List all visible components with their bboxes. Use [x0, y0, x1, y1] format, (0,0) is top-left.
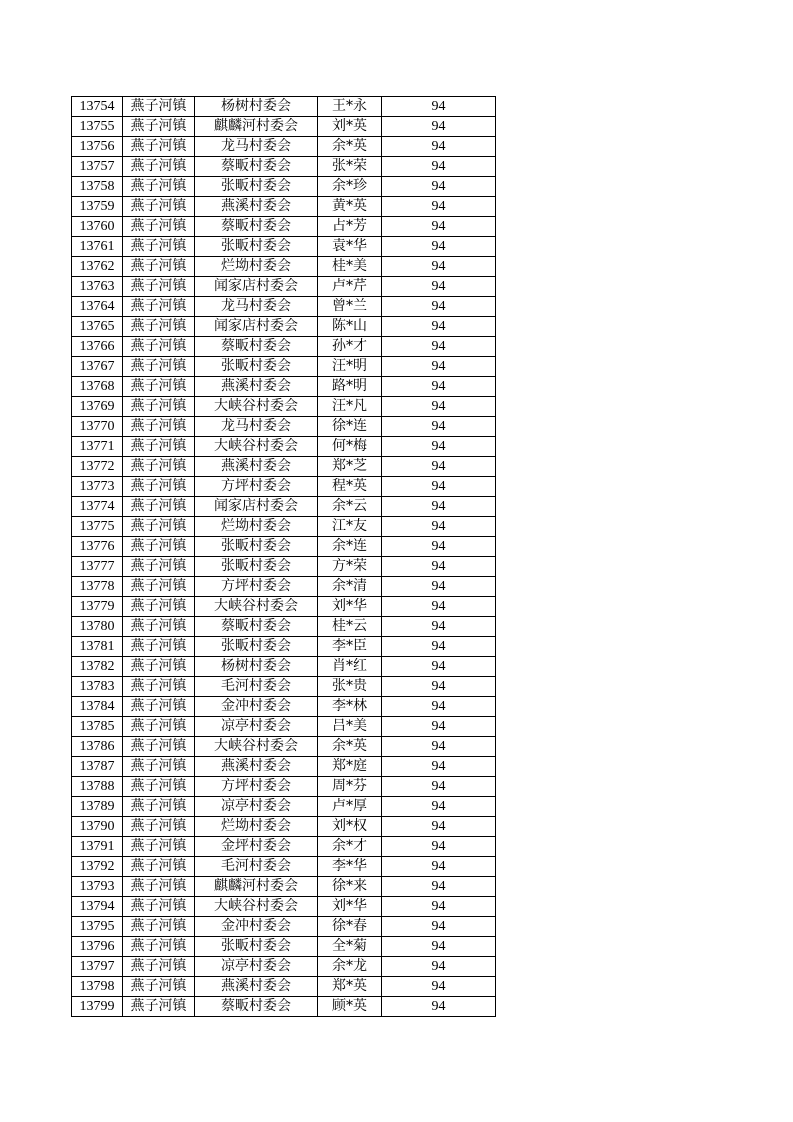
table-row [72, 757, 496, 777]
town-cell: 燕子河镇 [123, 257, 195, 277]
village-cell: 大峡谷村委会 [195, 737, 318, 757]
table-row [72, 137, 496, 157]
row-id-cell: 13782 [72, 657, 123, 677]
person-name-cell: 袁*华 [318, 237, 382, 257]
village-cell: 杨树村委会 [195, 97, 318, 117]
score-cell: 94 [382, 257, 496, 277]
town-cell: 燕子河镇 [123, 557, 195, 577]
person-name-cell: 郑*庭 [318, 757, 382, 777]
town-cell: 燕子河镇 [123, 357, 195, 377]
score-cell: 94 [382, 577, 496, 597]
village-cell: 凉亭村委会 [195, 957, 318, 977]
village-cell: 燕溪村委会 [195, 457, 318, 477]
score-cell: 94 [382, 357, 496, 377]
town-cell: 燕子河镇 [123, 397, 195, 417]
person-name-cell: 李*华 [318, 857, 382, 877]
score-cell: 94 [382, 997, 496, 1017]
town-cell: 燕子河镇 [123, 97, 195, 117]
table-row [72, 117, 496, 137]
score-cell: 94 [382, 757, 496, 777]
person-name-cell: 桂*美 [318, 257, 382, 277]
person-name-cell: 张*贵 [318, 677, 382, 697]
score-cell: 94 [382, 937, 496, 957]
table-row [72, 937, 496, 957]
score-cell: 94 [382, 977, 496, 997]
score-cell: 94 [382, 557, 496, 577]
score-cell: 94 [382, 337, 496, 357]
table-row [72, 417, 496, 437]
row-id-cell: 13765 [72, 317, 123, 337]
village-cell: 蔡畈村委会 [195, 217, 318, 237]
town-cell: 燕子河镇 [123, 117, 195, 137]
row-id-cell: 13767 [72, 357, 123, 377]
table-row [72, 617, 496, 637]
score-cell: 94 [382, 397, 496, 417]
table-row [72, 977, 496, 997]
person-name-cell: 陈*山 [318, 317, 382, 337]
person-name-cell: 李*臣 [318, 637, 382, 657]
score-cell: 94 [382, 677, 496, 697]
town-cell: 燕子河镇 [123, 937, 195, 957]
town-cell: 燕子河镇 [123, 417, 195, 437]
town-cell: 燕子河镇 [123, 837, 195, 857]
person-name-cell: 占*芳 [318, 217, 382, 237]
town-cell: 燕子河镇 [123, 577, 195, 597]
village-cell: 张畈村委会 [195, 357, 318, 377]
score-cell: 94 [382, 517, 496, 537]
village-cell: 蔡畈村委会 [195, 337, 318, 357]
row-id-cell: 13786 [72, 737, 123, 757]
village-cell: 金坪村委会 [195, 837, 318, 857]
town-cell: 燕子河镇 [123, 537, 195, 557]
village-cell: 大峡谷村委会 [195, 897, 318, 917]
town-cell: 燕子河镇 [123, 617, 195, 637]
person-name-cell: 余*珍 [318, 177, 382, 197]
person-name-cell: 曾*兰 [318, 297, 382, 317]
person-name-cell: 余*英 [318, 137, 382, 157]
village-cell: 金冲村委会 [195, 697, 318, 717]
village-cell: 张畈村委会 [195, 537, 318, 557]
village-cell: 张畈村委会 [195, 177, 318, 197]
town-cell: 燕子河镇 [123, 737, 195, 757]
row-id-cell: 13777 [72, 557, 123, 577]
row-id-cell: 13790 [72, 817, 123, 837]
score-cell: 94 [382, 117, 496, 137]
row-id-cell: 13793 [72, 877, 123, 897]
village-cell: 毛河村委会 [195, 677, 318, 697]
row-id-cell: 13778 [72, 577, 123, 597]
row-id-cell: 13761 [72, 237, 123, 257]
score-cell: 94 [382, 797, 496, 817]
table-row [72, 397, 496, 417]
person-name-cell: 汪*明 [318, 357, 382, 377]
row-id-cell: 13770 [72, 417, 123, 437]
village-cell: 张畈村委会 [195, 557, 318, 577]
village-cell: 毛河村委会 [195, 857, 318, 877]
table-row [72, 517, 496, 537]
row-id-cell: 13792 [72, 857, 123, 877]
row-id-cell: 13755 [72, 117, 123, 137]
row-id-cell: 13791 [72, 837, 123, 857]
row-id-cell: 13764 [72, 297, 123, 317]
town-cell: 燕子河镇 [123, 177, 195, 197]
town-cell: 燕子河镇 [123, 677, 195, 697]
village-cell: 方坪村委会 [195, 577, 318, 597]
row-id-cell: 13758 [72, 177, 123, 197]
village-cell: 方坪村委会 [195, 477, 318, 497]
person-name-cell: 徐*春 [318, 917, 382, 937]
table-row [72, 237, 496, 257]
person-name-cell: 程*英 [318, 477, 382, 497]
row-id-cell: 13783 [72, 677, 123, 697]
town-cell: 燕子河镇 [123, 657, 195, 677]
score-cell: 94 [382, 837, 496, 857]
row-id-cell: 13772 [72, 457, 123, 477]
table-row [72, 717, 496, 737]
village-cell: 凉亭村委会 [195, 717, 318, 737]
village-cell: 烂坳村委会 [195, 257, 318, 277]
score-cell: 94 [382, 537, 496, 557]
table-row [72, 677, 496, 697]
village-cell: 麒麟河村委会 [195, 117, 318, 137]
town-cell: 燕子河镇 [123, 997, 195, 1017]
town-cell: 燕子河镇 [123, 897, 195, 917]
score-cell: 94 [382, 317, 496, 337]
town-cell: 燕子河镇 [123, 377, 195, 397]
score-cell: 94 [382, 857, 496, 877]
table-row [72, 917, 496, 937]
person-name-cell: 张*荣 [318, 157, 382, 177]
table-row [72, 277, 496, 297]
village-cell: 龙马村委会 [195, 417, 318, 437]
village-cell: 燕溪村委会 [195, 757, 318, 777]
person-name-cell: 汪*凡 [318, 397, 382, 417]
table-row [72, 477, 496, 497]
town-cell: 燕子河镇 [123, 797, 195, 817]
row-id-cell: 13789 [72, 797, 123, 817]
table-row [72, 377, 496, 397]
score-cell: 94 [382, 777, 496, 797]
village-cell: 大峡谷村委会 [195, 597, 318, 617]
row-id-cell: 13759 [72, 197, 123, 217]
village-cell: 闻家店村委会 [195, 317, 318, 337]
table-row [72, 97, 496, 117]
table-body [72, 97, 496, 1017]
table-row [72, 877, 496, 897]
town-cell: 燕子河镇 [123, 597, 195, 617]
table-row [72, 157, 496, 177]
town-cell: 燕子河镇 [123, 977, 195, 997]
table-row [72, 957, 496, 977]
town-cell: 燕子河镇 [123, 437, 195, 457]
person-name-cell: 路*明 [318, 377, 382, 397]
village-cell: 大峡谷村委会 [195, 437, 318, 457]
town-cell: 燕子河镇 [123, 317, 195, 337]
table-row [72, 837, 496, 857]
table-row [72, 437, 496, 457]
town-cell: 燕子河镇 [123, 197, 195, 217]
row-id-cell: 13756 [72, 137, 123, 157]
score-cell: 94 [382, 417, 496, 437]
person-name-cell: 肖*红 [318, 657, 382, 677]
score-cell: 94 [382, 297, 496, 317]
score-cell: 94 [382, 917, 496, 937]
row-id-cell: 13794 [72, 897, 123, 917]
village-cell: 大峡谷村委会 [195, 397, 318, 417]
row-id-cell: 13787 [72, 757, 123, 777]
person-name-cell: 顾*英 [318, 997, 382, 1017]
town-cell: 燕子河镇 [123, 877, 195, 897]
row-id-cell: 13774 [72, 497, 123, 517]
score-cell: 94 [382, 957, 496, 977]
person-name-cell: 余*英 [318, 737, 382, 757]
table-row [72, 177, 496, 197]
row-id-cell: 13796 [72, 937, 123, 957]
score-cell: 94 [382, 177, 496, 197]
town-cell: 燕子河镇 [123, 477, 195, 497]
score-cell: 94 [382, 717, 496, 737]
person-name-cell: 黄*英 [318, 197, 382, 217]
town-cell: 燕子河镇 [123, 457, 195, 477]
person-name-cell: 王*永 [318, 97, 382, 117]
table-row [72, 577, 496, 597]
village-cell: 张畈村委会 [195, 937, 318, 957]
table-row [72, 457, 496, 477]
row-id-cell: 13775 [72, 517, 123, 537]
village-cell: 龙马村委会 [195, 297, 318, 317]
person-name-cell: 方*荣 [318, 557, 382, 577]
town-cell: 燕子河镇 [123, 297, 195, 317]
village-cell: 蔡畈村委会 [195, 617, 318, 637]
table-row [72, 257, 496, 277]
town-cell: 燕子河镇 [123, 497, 195, 517]
village-cell: 闻家店村委会 [195, 497, 318, 517]
town-cell: 燕子河镇 [123, 777, 195, 797]
village-cell: 烂坳村委会 [195, 817, 318, 837]
person-name-cell: 桂*云 [318, 617, 382, 637]
town-cell: 燕子河镇 [123, 697, 195, 717]
table-row [72, 697, 496, 717]
row-id-cell: 13785 [72, 717, 123, 737]
table-row [72, 337, 496, 357]
table-row [72, 497, 496, 517]
town-cell: 燕子河镇 [123, 517, 195, 537]
row-id-cell: 13788 [72, 777, 123, 797]
row-id-cell: 13795 [72, 917, 123, 937]
person-name-cell: 刘*华 [318, 897, 382, 917]
person-name-cell: 刘*华 [318, 597, 382, 617]
table-row [72, 997, 496, 1017]
score-cell: 94 [382, 217, 496, 237]
row-id-cell: 13799 [72, 997, 123, 1017]
score-cell: 94 [382, 197, 496, 217]
table-row [72, 297, 496, 317]
person-name-cell: 余*龙 [318, 957, 382, 977]
town-cell: 燕子河镇 [123, 217, 195, 237]
score-cell: 94 [382, 617, 496, 637]
person-name-cell: 李*林 [318, 697, 382, 717]
village-cell: 烂坳村委会 [195, 517, 318, 537]
town-cell: 燕子河镇 [123, 157, 195, 177]
row-id-cell: 13757 [72, 157, 123, 177]
table-row [72, 357, 496, 377]
row-id-cell: 13797 [72, 957, 123, 977]
town-cell: 燕子河镇 [123, 337, 195, 357]
score-cell: 94 [382, 637, 496, 657]
village-cell: 金冲村委会 [195, 917, 318, 937]
table-row [72, 777, 496, 797]
row-id-cell: 13776 [72, 537, 123, 557]
person-name-cell: 刘*英 [318, 117, 382, 137]
score-cell: 94 [382, 157, 496, 177]
table-row [72, 317, 496, 337]
village-cell: 蔡畈村委会 [195, 997, 318, 1017]
score-cell: 94 [382, 497, 496, 517]
score-cell: 94 [382, 877, 496, 897]
town-cell: 燕子河镇 [123, 137, 195, 157]
village-cell: 杨树村委会 [195, 657, 318, 677]
village-cell: 龙马村委会 [195, 137, 318, 157]
person-name-cell: 余*云 [318, 497, 382, 517]
town-cell: 燕子河镇 [123, 957, 195, 977]
row-id-cell: 13768 [72, 377, 123, 397]
row-id-cell: 13779 [72, 597, 123, 617]
village-cell: 闻家店村委会 [195, 277, 318, 297]
table-row [72, 597, 496, 617]
table-row [72, 657, 496, 677]
person-name-cell: 刘*权 [318, 817, 382, 837]
score-cell: 94 [382, 737, 496, 757]
row-id-cell: 13769 [72, 397, 123, 417]
village-cell: 张畈村委会 [195, 637, 318, 657]
row-id-cell: 13780 [72, 617, 123, 637]
score-cell: 94 [382, 377, 496, 397]
score-cell: 94 [382, 477, 496, 497]
person-name-cell: 郑*芝 [318, 457, 382, 477]
person-name-cell: 周*芬 [318, 777, 382, 797]
row-id-cell: 13773 [72, 477, 123, 497]
village-cell: 张畈村委会 [195, 237, 318, 257]
row-id-cell: 13762 [72, 257, 123, 277]
village-cell: 凉亭村委会 [195, 797, 318, 817]
village-cell: 燕溪村委会 [195, 377, 318, 397]
person-name-cell: 何*梅 [318, 437, 382, 457]
table-row [72, 737, 496, 757]
score-cell: 94 [382, 657, 496, 677]
row-id-cell: 13798 [72, 977, 123, 997]
score-cell: 94 [382, 897, 496, 917]
person-name-cell: 余*才 [318, 837, 382, 857]
score-cell: 94 [382, 237, 496, 257]
person-name-cell: 卢*芹 [318, 277, 382, 297]
row-id-cell: 13763 [72, 277, 123, 297]
person-name-cell: 徐*来 [318, 877, 382, 897]
score-cell: 94 [382, 697, 496, 717]
person-name-cell: 余*清 [318, 577, 382, 597]
table-row [72, 197, 496, 217]
row-id-cell: 13781 [72, 637, 123, 657]
town-cell: 燕子河镇 [123, 817, 195, 837]
table-row [72, 557, 496, 577]
row-id-cell: 13754 [72, 97, 123, 117]
town-cell: 燕子河镇 [123, 857, 195, 877]
table-row [72, 217, 496, 237]
town-cell: 燕子河镇 [123, 917, 195, 937]
village-cell: 燕溪村委会 [195, 197, 318, 217]
score-cell: 94 [382, 97, 496, 117]
person-name-cell: 余*连 [318, 537, 382, 557]
row-id-cell: 13760 [72, 217, 123, 237]
score-cell: 94 [382, 817, 496, 837]
row-id-cell: 13771 [72, 437, 123, 457]
village-cell: 方坪村委会 [195, 777, 318, 797]
table-row [72, 797, 496, 817]
score-cell: 94 [382, 437, 496, 457]
town-cell: 燕子河镇 [123, 757, 195, 777]
score-cell: 94 [382, 137, 496, 157]
person-name-cell: 卢*厚 [318, 797, 382, 817]
score-cell: 94 [382, 597, 496, 617]
village-cell: 蔡畈村委会 [195, 157, 318, 177]
table-row [72, 817, 496, 837]
town-cell: 燕子河镇 [123, 277, 195, 297]
person-name-cell: 郑*英 [318, 977, 382, 997]
village-cell: 麒麟河村委会 [195, 877, 318, 897]
table-row [72, 897, 496, 917]
person-name-cell: 吕*美 [318, 717, 382, 737]
score-cell: 94 [382, 277, 496, 297]
person-name-cell: 孙*才 [318, 337, 382, 357]
person-name-cell: 全*菊 [318, 937, 382, 957]
town-cell: 燕子河镇 [123, 637, 195, 657]
row-id-cell: 13784 [72, 697, 123, 717]
town-cell: 燕子河镇 [123, 237, 195, 257]
data-table [71, 96, 496, 1017]
table-row [72, 857, 496, 877]
person-name-cell: 江*友 [318, 517, 382, 537]
town-cell: 燕子河镇 [123, 717, 195, 737]
table-row [72, 637, 496, 657]
row-id-cell: 13766 [72, 337, 123, 357]
person-name-cell: 徐*连 [318, 417, 382, 437]
table-row [72, 537, 496, 557]
village-cell: 燕溪村委会 [195, 977, 318, 997]
score-cell: 94 [382, 457, 496, 477]
